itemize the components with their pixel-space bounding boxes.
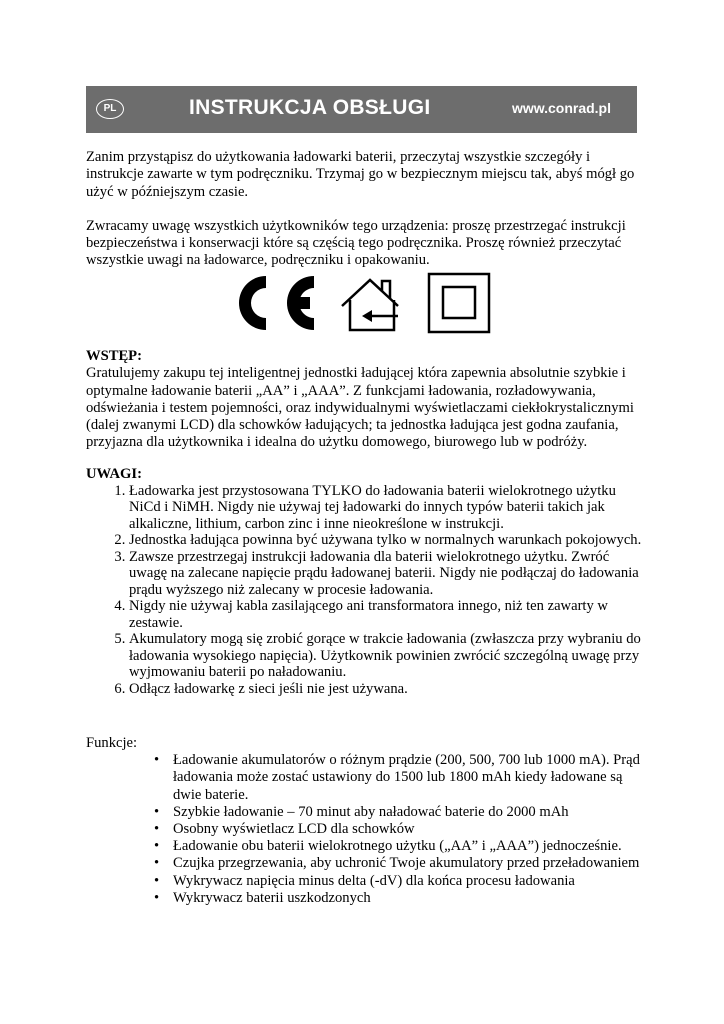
bullet-icon: • xyxy=(154,821,160,838)
list-item: 1. Ładowarka jest przystosowana TYLKO do ładowania baterii wielokrotnego użytku NiCd i NiMH. Nigdy nie używaj tej ładowarki do innych typów baterii takich jak alkaliczne, lithium, carbon zinc i inne nieokreślone w instrukcji. xyxy=(129,483,642,533)
notes-list xyxy=(86,483,642,698)
page-title: INSTRUKCJA OBSŁUGI xyxy=(189,96,431,119)
list-item: • Osobny wyświetlacz LCD dla schowków xyxy=(154,821,415,838)
bullet-icon: • xyxy=(154,838,160,855)
intro-paragraph-2: Zwracamy uwagę wszystkich użytkowników tego urządzenia: proszę przestrzegać instrukcji bezpieczeństwa i konserwacji które są częścią tego podręcznika. Proszę również przeczytać wszystkie uwagi na ładowarce, podręczniku i opakowaniu. xyxy=(86,217,626,269)
list-item: 3. Zawsze przestrzegaj instrukcji ładowania dla baterii wielokrotnego użytku. Zwróć uwagę na zalecane napięcie prądu ładowanej baterii. Nigdy nie podłączaj do ładowania prądu wyższego niż zalecany w procesie ładowania. xyxy=(129,549,642,599)
header-bar xyxy=(86,86,637,133)
list-item: • Ładowanie akumulatorów o różnym prądzie (200, 500, 700 lub 1000 mA). Prąd ładowania może zostać ustawiony do 1500 lub 1800 mAh kiedy ładowane są dwie baterie. xyxy=(154,752,640,803)
intro-section xyxy=(86,149,642,270)
list-item: 2. Jednostka ładująca powinna być używana tylko w normalnych warunkach pokojowych. xyxy=(129,532,642,549)
list-item: • Wykrywacz baterii uszkodzonych xyxy=(154,889,371,906)
double-insulation-icon xyxy=(429,274,489,332)
bullet-icon: • xyxy=(154,889,160,906)
features-list xyxy=(86,752,642,907)
features-section xyxy=(86,735,642,907)
section-heading-funkcje: Funkcje: xyxy=(86,735,138,751)
section-heading-wstep: WSTĘP: xyxy=(86,348,142,364)
certification-symbols xyxy=(236,272,492,334)
list-item: • Szybkie ładowanie – 70 minut aby naładować baterie do 2000 mAh xyxy=(154,803,569,820)
list-item: • Wykrywacz napięcia minus delta (-dV) dla końca procesu ładowania xyxy=(154,872,575,889)
introduction-text: Gratulujemy zakupu tej inteligentnej jednostki ładującej która zapewnia absolutnie szybkie i optymalne ładowanie baterii „AA” i „AAA”. Z funkcjami ładowania, rozładowywania, odświeżania i testem pojemności, oraz indywidualnymi wyświetlaczami ciekłokrystalicznymi (dalej zwanymi LCD) dla schowków ładujących; ta jednostka ładująca jest godna zaufania, przyjazna dla użytkownika i idealna do użytku domowego, biurowego lub w podróży. xyxy=(86,365,634,451)
list-item: 4. Nigdy nie używaj kabla zasilającego ani transformatora innego, niż ten zawarty w zestawie. xyxy=(129,598,642,631)
list-item: • Czujka przegrzewania, aby uchronić Twoje akumulatory przed przeładowaniem xyxy=(154,855,640,872)
bullet-icon: • xyxy=(154,872,160,889)
header-url: www.conrad.pl xyxy=(511,100,611,116)
bullet-icon: • xyxy=(154,855,160,872)
bullet-icon: • xyxy=(154,752,160,769)
list-item: 5. Akumulatory mogą się zrobić gorące w trakcie ładowania (zwłaszcza przy wybraniu do ładowania wysokiego napięcia). Użytkownik powinien zwrócić szczególną uwagę przy wyjmowaniu baterii po naładowaniu. xyxy=(129,631,642,681)
notes-section xyxy=(86,466,642,697)
introduction-section xyxy=(86,348,642,452)
indoor-use-house-icon xyxy=(342,280,398,330)
bullet-icon: • xyxy=(154,803,160,820)
section-heading-uwagi: UWAGI: xyxy=(86,466,142,482)
list-item: • Ładowanie obu baterii wielokrotnego użytku („AA” i „AAA”) jednocześnie. xyxy=(154,838,622,855)
intro-paragraph-1: Zanim przystąpisz do użytkowania ładowarki baterii, przeczytaj wszystkie szczegóły i instrukcje zawarte w tym podręczniku. Trzymaj go w bezpiecznym miejscu tak, abyś mógł go użyć w późniejszym czasie. xyxy=(86,149,635,200)
ce-mark-icon xyxy=(239,276,314,330)
list-item: 6. Odłącz ładowarkę z sieci jeśli nie jest używana. xyxy=(129,681,642,698)
language-badge: PL xyxy=(96,99,124,119)
